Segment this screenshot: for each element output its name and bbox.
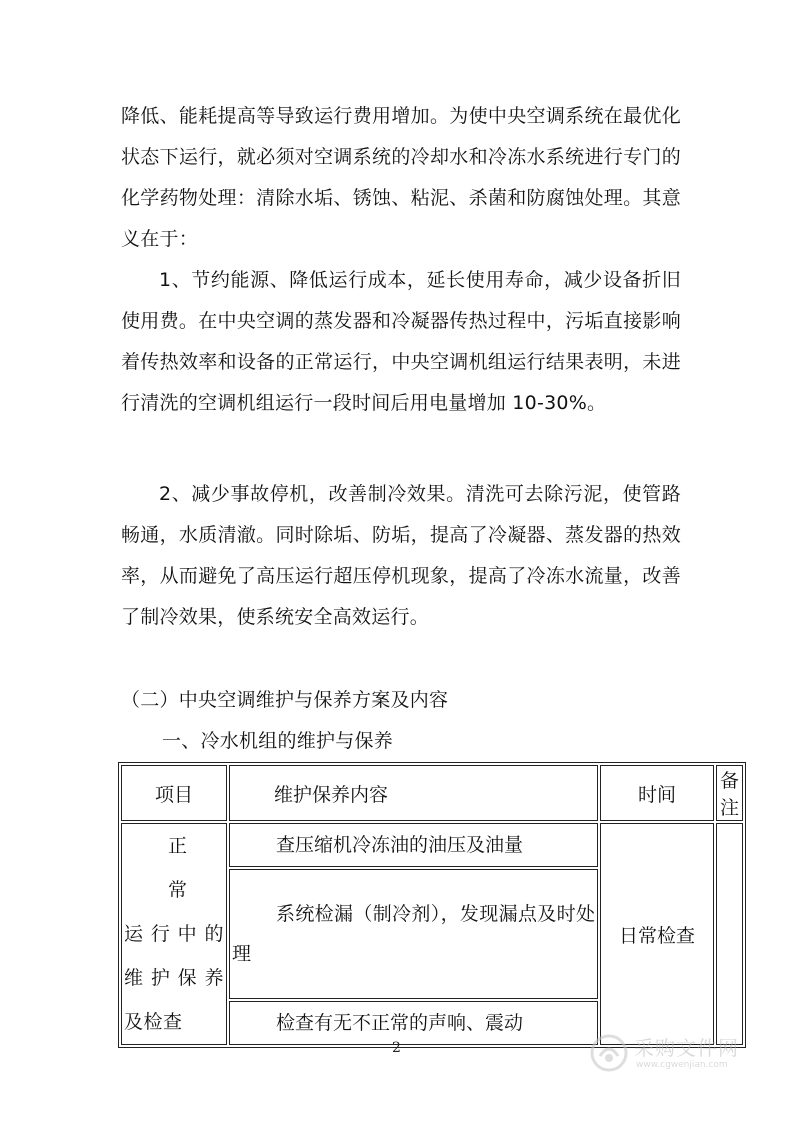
table-row: [121, 823, 743, 867]
content-cell: 检查有无不正常的声响、震动: [229, 1001, 598, 1045]
content-cell: 查压缩机冷冻油的油压及油量: [229, 823, 598, 867]
header-note: 备注: [716, 765, 743, 821]
item-line: 及检查: [124, 1011, 183, 1033]
header-content: 维护保养内容: [229, 765, 598, 821]
body-paragraph-point-1: 1、节约能源、降低运行成本，延长使用寿命，减少设备折旧使用费。在中央空调的蒸发器和冷凝器传热过程中，污垢直接影响着传热效率和设备的正常运行，中央空调机组运行结果表明，未进行清洗的空调机组运行一段时间后用电量增加 10-30%。: [121, 269, 681, 414]
body-paragraph-continuation: 降低、能耗提高等导致运行费用增加。为使中央空调系统在最优化状态下运行，就必须对空调系统的冷却水和冷冻水系统进行专门的化学药物处理：清除水垢、锈蚀、粘泥、杀菌和防腐蚀处理。其意义在于：: [121, 105, 681, 250]
watermark: [590, 1030, 750, 1076]
body-paragraph-point-2: 2、减少事故停机，改善制冷效果。清洗可去除污泥，使管路畅通，水质清澈。同时除垢、防垢，提高了冷凝器、蒸发器的热效率，从而避免了高压运行超压停机现象，提高了冷冻水流量，改善了制冷效果，使系统安全高效运行。: [121, 483, 681, 628]
header-time: 时间: [600, 765, 714, 821]
table-header-row: [121, 765, 743, 821]
section-heading: （二）中央空调维护与保养方案及内容: [121, 689, 449, 711]
watermark-title: 采购文件网: [634, 1036, 739, 1060]
item-line: 运行中的: [124, 923, 224, 945]
sub-heading: 一、冷水机组的维护与保养: [162, 730, 394, 752]
note-cell: [716, 823, 743, 1045]
item-line: 维护保养: [124, 967, 224, 989]
item-line: 正 常: [168, 835, 208, 901]
maintenance-table: [118, 762, 746, 1048]
time-cell: 日常检查: [600, 823, 714, 1045]
watermark-logo-icon: [590, 1034, 628, 1072]
header-item: 项目: [121, 765, 227, 821]
item-cell: [121, 823, 227, 1045]
page-number: 2: [392, 1040, 401, 1056]
watermark-url: www.cgwenjian.com: [636, 1060, 728, 1070]
content-cell: 系统检漏（制冷剂），发现漏点及时处理: [229, 869, 598, 999]
